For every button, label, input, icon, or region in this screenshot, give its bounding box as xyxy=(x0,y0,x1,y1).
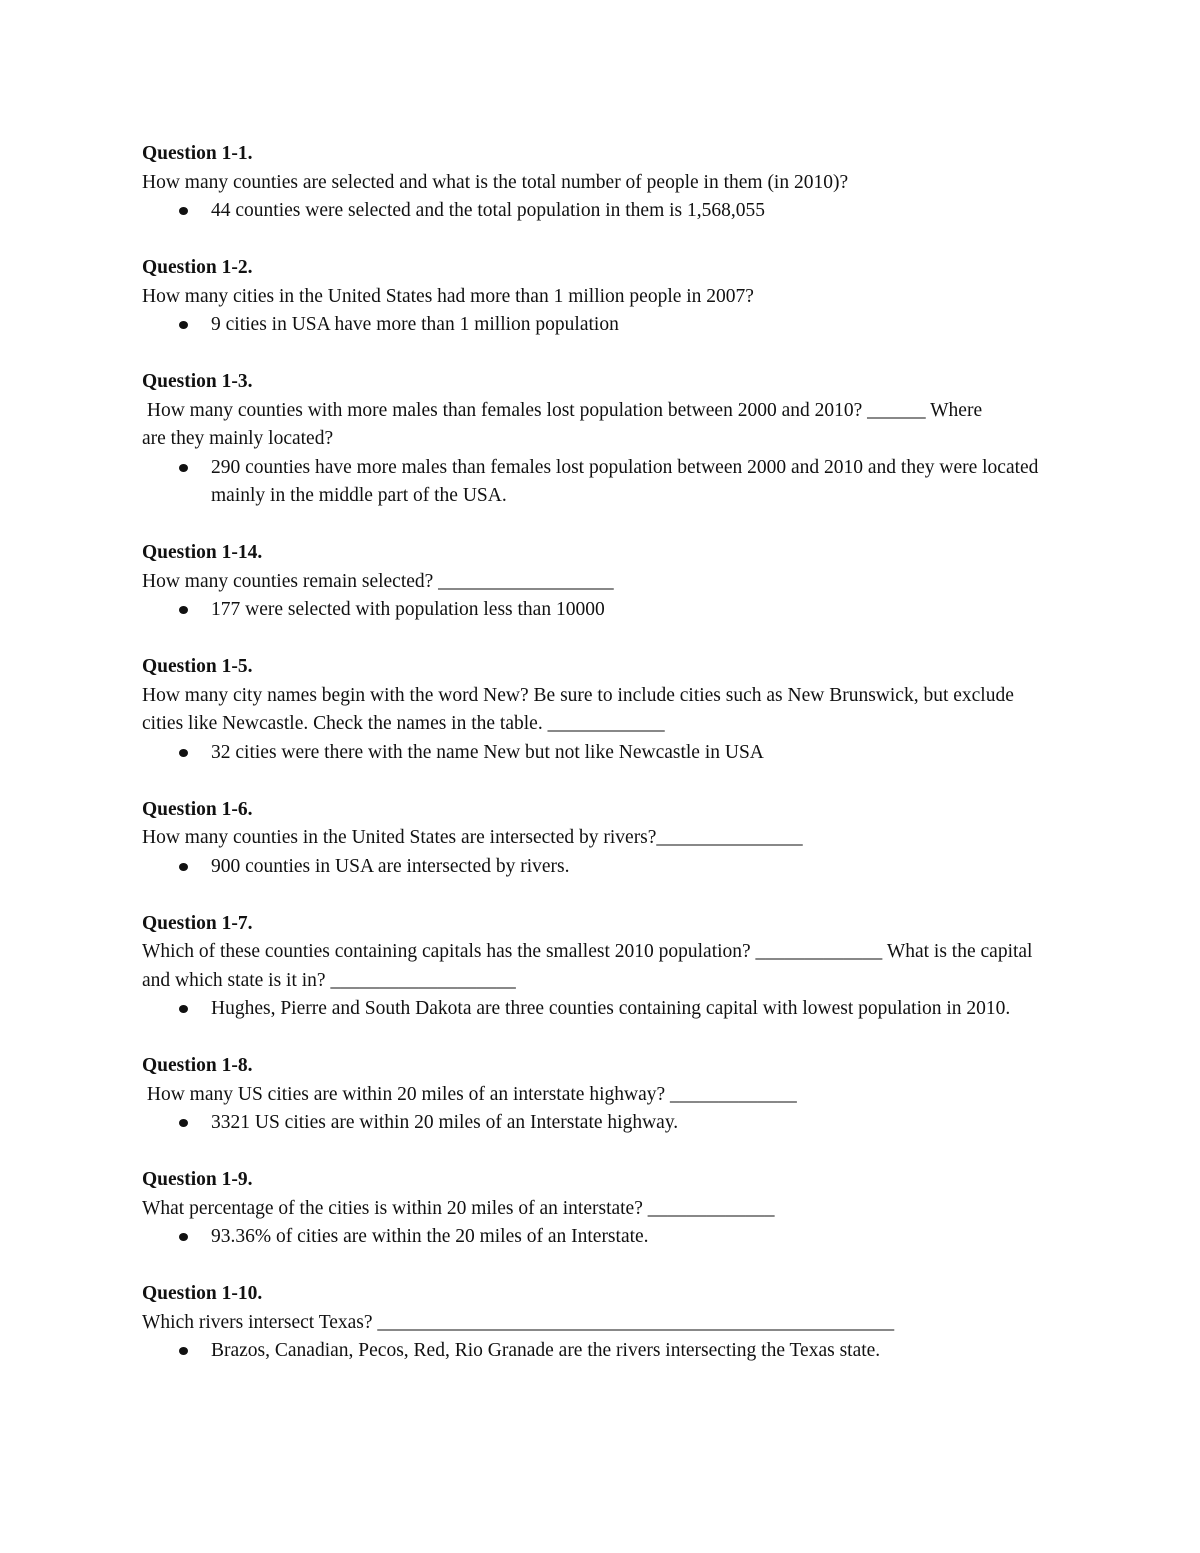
bullet-icon xyxy=(179,1005,188,1013)
bullet-icon xyxy=(179,1119,188,1127)
answer-text: 3321 US cities are within 20 miles of an Interstate highway. xyxy=(211,1112,679,1133)
question-text: How many counties are selected and what is the total number of people in them (in 2010)? xyxy=(142,171,849,193)
answer-item xyxy=(142,311,1082,340)
question-block xyxy=(142,653,1082,767)
answer-item xyxy=(142,739,1082,768)
question-text: How many US cities are within 20 miles of an interstate highway? _____________ xyxy=(142,1083,797,1105)
bullet-icon xyxy=(179,321,188,329)
answer-text: 900 counties in USA are intersected by rivers. xyxy=(211,855,570,877)
answer-item xyxy=(142,1223,1082,1252)
question-text: How many counties with more males than females lost population between 2000 and 2010? ______ Where are they mainly located? xyxy=(142,399,987,449)
question-text: How many counties remain selected? __________________ xyxy=(142,570,614,592)
answer-text: 93.36% of cities are within the 20 miles of an Interstate. xyxy=(211,1226,649,1247)
answer-item xyxy=(142,596,1082,625)
bullet-icon xyxy=(179,207,188,215)
answer-item xyxy=(142,853,1082,882)
bullet-icon xyxy=(179,863,188,871)
bullet-icon xyxy=(179,749,188,757)
question-title: Question 1-3. xyxy=(142,371,253,392)
question-title: Question 1-10. xyxy=(142,1283,263,1304)
answer-item xyxy=(142,995,1082,1024)
question-block xyxy=(142,796,1082,882)
bullet-icon xyxy=(179,464,188,472)
answer-item xyxy=(142,1337,1082,1366)
answer-text: Brazos, Canadian, Pecos, Red, Rio Granade are the rivers intersecting the Texas state. xyxy=(211,1340,881,1361)
answer-text: 44 counties were selected and the total population in them is 1,568,055 xyxy=(211,200,765,221)
question-title: Question 1-2. xyxy=(142,257,253,278)
question-block xyxy=(142,1052,1082,1138)
question-title: Question 1-14. xyxy=(142,542,263,563)
question-text: Which of these counties containing capitals has the smallest 2010 population? _____________ What is the capital and which state is it in? ___________________ xyxy=(142,941,1033,991)
answer-text: 32 cities were there with the name New but not like Newcastle in USA xyxy=(211,741,764,763)
answer-item xyxy=(142,454,1082,511)
answer-text: Hughes, Pierre and South Dakota are three counties containing capital with lowest population in 2010. xyxy=(211,998,1011,1019)
question-title: Question 1-5. xyxy=(142,656,253,677)
question-title: Question 1-9. xyxy=(142,1169,253,1190)
answer-item xyxy=(142,197,1082,226)
question-text: How many cities in the United States had more than 1 million people in 2007? xyxy=(142,285,754,307)
document-page xyxy=(142,140,1082,1394)
question-block xyxy=(142,140,1082,226)
question-block xyxy=(142,539,1082,625)
question-text: How many city names begin with the word New? Be sure to include cities such as New Brunswick, but exclude cities like Newcastle. Check the names in the table. ____________ xyxy=(142,684,1014,734)
answer-text: 177 were selected with population less than 10000 xyxy=(211,599,605,620)
answer-item xyxy=(142,1109,1082,1138)
question-block xyxy=(142,1280,1082,1366)
question-block xyxy=(142,910,1082,1024)
question-title: Question 1-1. xyxy=(142,143,253,164)
question-text: How many counties in the United States are intersected by rivers?_______________ xyxy=(142,827,803,848)
bullet-icon xyxy=(179,1233,188,1241)
question-block xyxy=(142,1166,1082,1252)
question-block xyxy=(142,368,1082,511)
question-text: What percentage of the cities is within 20 miles of an interstate? _____________ xyxy=(142,1197,775,1219)
bullet-icon xyxy=(179,606,188,614)
answer-text: 9 cities in USA have more than 1 million population xyxy=(211,314,619,335)
question-title: Question 1-8. xyxy=(142,1055,253,1076)
bullet-icon xyxy=(179,1347,188,1355)
question-title: Question 1-7. xyxy=(142,912,253,934)
question-block xyxy=(142,254,1082,340)
question-title: Question 1-6. xyxy=(142,798,253,820)
answer-text: 290 counties have more males than females lost population between 2000 and 2010 and they were located mainly in the middle part of the USA. xyxy=(211,456,1039,506)
question-text: Which rivers intersect Texas? _____________________________________________________ xyxy=(142,1311,895,1333)
